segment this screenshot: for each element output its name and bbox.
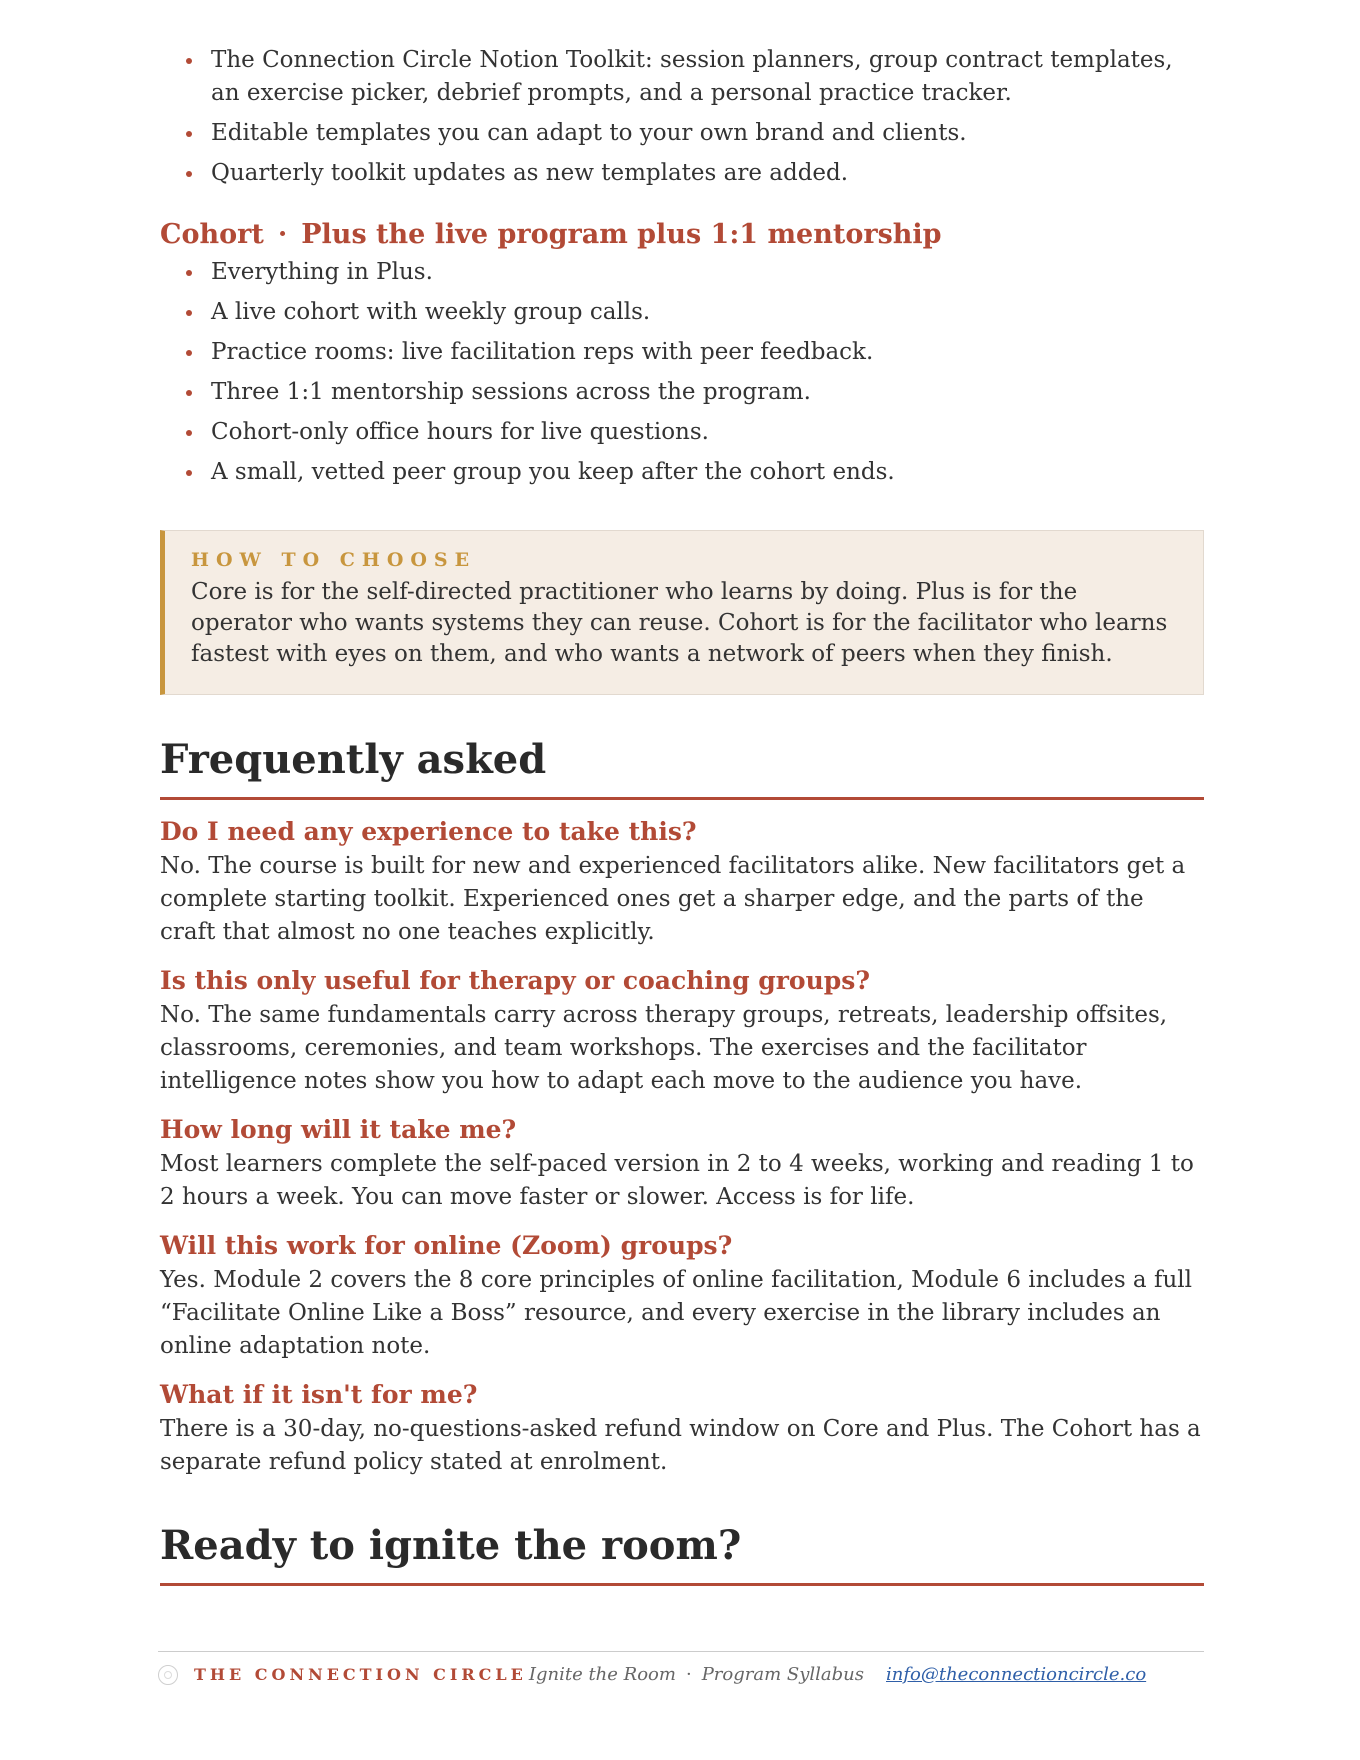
list-item-text: Everything in Plus. [211,259,433,285]
list-item-text: Editable templates you can adapt to your own brand and clients. [211,120,967,146]
list-item-text: A small, vetted peer group you keep after the cohort ends. [211,459,895,485]
list-item [160,336,1204,369]
how-to-choose-callout [160,530,1204,695]
bullet-dot-icon [186,171,192,177]
cta-section-title: Ready to ignite the room? [160,1521,1204,1586]
page-footer [158,1651,1204,1685]
faq-answer: No. The course is built for new and experienced facilitators alike. New facilitators get a complete starting toolkit. Experienced ones get a sharper edge, and the parts of the craft that almost no one teaches explicitly. [160,853,1186,945]
tier-tagline: Plus the live program plus 1:1 mentorship [301,219,942,250]
list-item-text: A live cohort with weekly group calls. [211,299,651,325]
bullet-dot-icon [186,131,192,137]
list-item [160,117,1204,150]
cohort-feature-list [160,256,1204,489]
footer-brand: THE CONNECTION CIRCLE [194,1665,527,1684]
footer-email-link[interactable]: info@theconnectioncircle.co [886,1664,1147,1685]
page-content [160,44,1204,1586]
bullet-dot-icon [186,270,192,276]
callout-text: Core is for the self-directed practitioner who learns by doing. Plus is for the operator who wants systems they can reuse. Cohort is for the facilitator who learns fastest with eyes on them, and who wants a network of peers when they finish. [191,579,1168,667]
faq-question: Is this only useful for therapy or coaching groups? [160,966,870,995]
bullet-dot-icon [186,310,192,316]
bullet-dot-icon [186,390,192,396]
list-item [160,376,1204,409]
faq-list [160,816,1204,1479]
plus-feature-list [160,44,1204,190]
list-item [160,256,1204,289]
faq-answer: No. The same fundamentals carry across therapy groups, retreats, leadership offsites, classrooms, ceremonies, and team workshops. The exercises and the facilitator intelligence notes show you how to adapt each move to the audience you have. [160,1002,1168,1094]
faq-section-title: Frequently asked [160,735,1204,800]
callout-label: HOW TO CHOOSE [191,549,477,571]
list-item-text: Three 1:1 mentorship sessions across the program. [211,379,811,405]
list-item-text: Practice rooms: live facilitation reps with peer feedback. [211,339,874,365]
faq-answer: Most learners complete the self-paced version in 2 to 4 weeks, working and reading 1 to 2 hours a week. You can move faster or slower. Access is for life. [160,1151,1194,1210]
circle-logo-icon [158,1665,178,1685]
faq-answer: There is a 30-day, no-questions-asked refund window on Core and Plus. The Cohort has a separate refund policy stated at enrolment. [160,1416,1201,1475]
list-item-text: Cohort-only office hours for live questions. [211,419,709,445]
faq-answer: Yes. Module 2 covers the 8 core principles of online facilitation, Module 6 includes a full “Facilitate Online Like a Boss” resource, and every exercise in the library includes an online adaptation note. [160,1267,1192,1359]
faq-question: Do I need any experience to take this? [160,817,697,846]
footer-doc-title: Ignite the Room [528,1664,676,1685]
bullet-dot-icon [186,350,192,356]
list-item [160,44,1204,110]
list-item-text: The Connection Circle Notion Toolkit: session planners, group contract templates, an exercise picker, debrief prompts, and a personal practice tracker. [211,47,1173,106]
faq-question: Will this work for online (Zoom) groups? [160,1231,733,1260]
tier-separator: · [277,219,288,250]
bullet-dot-icon [186,58,192,64]
footer-doc-type: Program Syllabus [701,1664,864,1685]
bullet-dot-icon [186,430,192,436]
list-item [160,157,1204,190]
list-item [160,296,1204,329]
faq-question: How long will it take me? [160,1115,517,1144]
faq-question: What if it isn't for me? [160,1380,478,1409]
tier-name: Cohort [160,219,264,250]
list-item [160,456,1204,489]
bullet-dot-icon [186,470,192,476]
footer-separator: · [685,1664,692,1685]
cohort-tier-heading [160,218,1204,252]
list-item-text: Quarterly toolkit updates as new templates are added. [211,160,849,186]
footer-doc-meta [529,1664,864,1685]
list-item [160,416,1204,449]
